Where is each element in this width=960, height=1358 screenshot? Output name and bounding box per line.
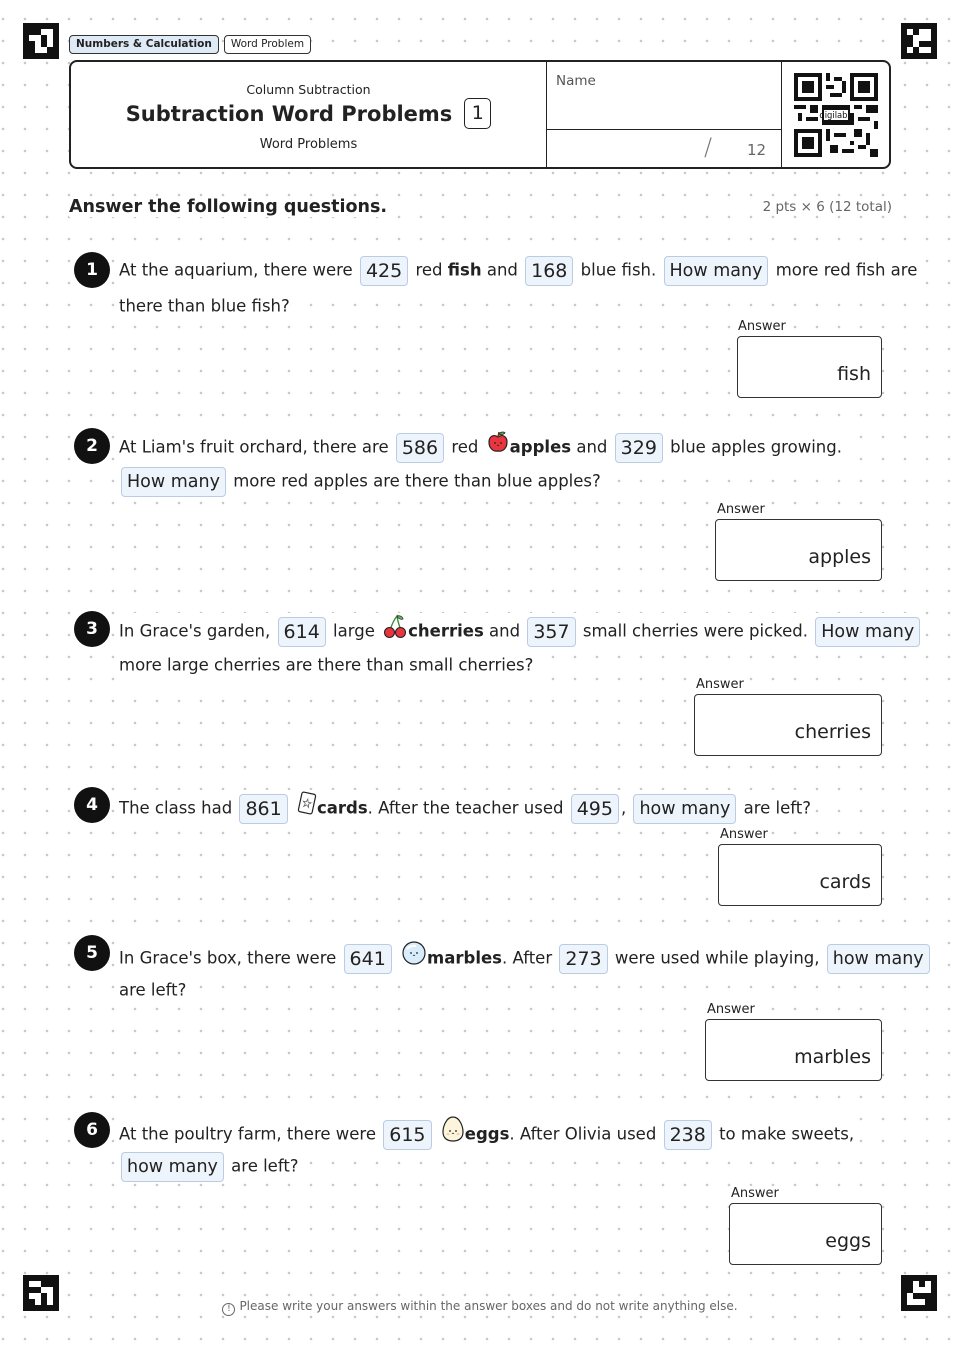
answer-label: Answer [696, 677, 744, 692]
name-divider [547, 129, 781, 130]
question-number: 3 [74, 611, 110, 647]
number-box: 615 [383, 1120, 431, 1150]
how-many-box: how many [827, 944, 930, 974]
question-number: 1 [74, 252, 110, 288]
number-box: 861 [239, 794, 287, 824]
question-text: . After Olivia used [509, 1124, 657, 1144]
number-box: 641 [344, 944, 392, 974]
how-many-box: How many [815, 617, 920, 647]
cherry-icon [382, 613, 408, 650]
question-text: blue apples growing. [670, 437, 842, 457]
answer-unit: cards [819, 871, 871, 893]
name-score-block [546, 62, 782, 167]
number-box: 614 [278, 617, 326, 647]
footer-note [0, 1299, 960, 1316]
worksheet-subtitle: Column Subtraction [246, 82, 371, 97]
info-icon: ! [222, 1303, 235, 1316]
question-text-line-1 [119, 1115, 854, 1154]
question-text-line-1 [119, 254, 917, 287]
number-box: 425 [360, 256, 408, 286]
question-number: 5 [74, 935, 110, 971]
corner-marker-top-left [23, 23, 59, 59]
object-label: apples [509, 437, 572, 457]
question-text: are left? [743, 798, 812, 818]
answer-label: Answer [731, 1186, 779, 1201]
question-text: large [333, 621, 375, 641]
question-text: In Grace's garden, [119, 621, 271, 641]
number-box: 329 [615, 433, 663, 463]
apple-icon [486, 430, 510, 465]
worksheet-title-row [71, 98, 546, 129]
question-text: blue fish. [580, 260, 657, 280]
question-text: are left? [231, 1156, 299, 1176]
question-text: . After the teacher used [367, 798, 564, 818]
question-text-line-2 [119, 974, 186, 1007]
answer-label: Answer [720, 827, 768, 842]
question-number: 6 [74, 1112, 110, 1148]
question-text-line-1 [119, 790, 811, 827]
object-label: eggs [464, 1124, 510, 1144]
question-text-line-2 [119, 1150, 299, 1183]
question-text-line-1 [119, 430, 842, 465]
how-many-box: How many [121, 467, 226, 497]
instructions: Answer the following questions. [69, 197, 388, 217]
object-label: cards [316, 798, 368, 818]
question-text: , [620, 798, 627, 818]
tag-type: Word Problem [224, 35, 311, 54]
answer-label: Answer [707, 1002, 755, 1017]
worksheet-header [69, 60, 891, 169]
answer-box[interactable] [694, 694, 882, 756]
qr-label: digilabo [819, 110, 853, 121]
score-max: 12 [747, 141, 767, 159]
points-info: 2 pts × 6 (12 total) [762, 199, 892, 215]
worksheet-category: Word Problems [259, 137, 358, 152]
question-text: red [451, 437, 479, 457]
footer-text: Please write your answers within the answer boxes and do not write anything else. [239, 1299, 738, 1313]
number-box: 238 [664, 1120, 712, 1150]
qr-code [794, 73, 878, 157]
question-text: are left? [119, 980, 187, 1000]
object-label: marbles [427, 948, 502, 968]
question-text-line-1 [119, 613, 922, 650]
object-label: fish [447, 260, 482, 280]
question-text: were used while playing, [614, 948, 820, 968]
answer-label: Answer [738, 319, 786, 334]
number-box: 495 [571, 794, 619, 824]
answer-box[interactable] [705, 1019, 882, 1081]
how-many-box: how many [121, 1152, 224, 1182]
question-text-line-2 [119, 290, 290, 323]
answer-unit: fish [837, 363, 871, 385]
object-label: cherries [408, 621, 484, 641]
corner-marker-top-right [901, 23, 937, 59]
question-text: and [576, 437, 608, 457]
number-box: 357 [527, 617, 575, 647]
answer-box[interactable] [715, 519, 882, 581]
question-text: more red fish are [775, 260, 918, 280]
question-number: 2 [74, 428, 110, 464]
worksheet-title: Subtraction Word Problems [125, 101, 453, 126]
question-text: to make sweets, [719, 1124, 855, 1144]
number-box: 168 [525, 256, 573, 286]
answer-box[interactable] [718, 844, 882, 906]
question-text: and [486, 260, 518, 280]
question-text: red [415, 260, 443, 280]
answer-label: Answer [717, 502, 765, 517]
card-icon [297, 790, 317, 827]
question-text: The class had [119, 798, 233, 818]
answer-box[interactable] [729, 1203, 882, 1265]
egg-icon [441, 1115, 465, 1154]
question-text: and [489, 621, 521, 641]
footer-wrap [218, 1299, 741, 1313]
how-many-box: How many [664, 256, 769, 286]
question-text: more red apples are there than blue apples? [233, 471, 601, 491]
answer-unit: cherries [794, 721, 871, 743]
answer-box[interactable] [737, 336, 882, 398]
how-many-box: how many [633, 794, 736, 824]
answer-unit: eggs [825, 1230, 871, 1252]
tag-subject: Numbers & Calculation [69, 35, 219, 54]
question-text: At the aquarium, there were [119, 260, 353, 280]
answer-unit: marbles [794, 1046, 871, 1068]
answer-unit: apples [808, 546, 871, 568]
question-text: small cherries were picked. [582, 621, 809, 641]
question-text: more large cherries are there than small cherries? [119, 655, 534, 675]
title-block [71, 62, 546, 167]
topic-tags [69, 35, 311, 54]
question-number: 4 [74, 787, 110, 823]
question-text: At Liam's fruit orchard, there are [119, 437, 389, 457]
question-text-line-2 [119, 649, 533, 682]
question-text: At the poultry farm, there were [119, 1124, 376, 1144]
name-label: Name [556, 73, 596, 89]
worksheet-number: 1 [464, 98, 491, 129]
score-slash: / [704, 133, 713, 161]
question-text-line-1 [119, 940, 932, 977]
number-box: 586 [396, 433, 444, 463]
question-text-line-2 [119, 465, 601, 498]
question-text: there than blue fish? [119, 296, 290, 316]
question-text: . After [502, 948, 553, 968]
marble-icon [401, 940, 427, 977]
question-text: In Grace's box, there were [119, 948, 337, 968]
number-box: 273 [559, 944, 607, 974]
